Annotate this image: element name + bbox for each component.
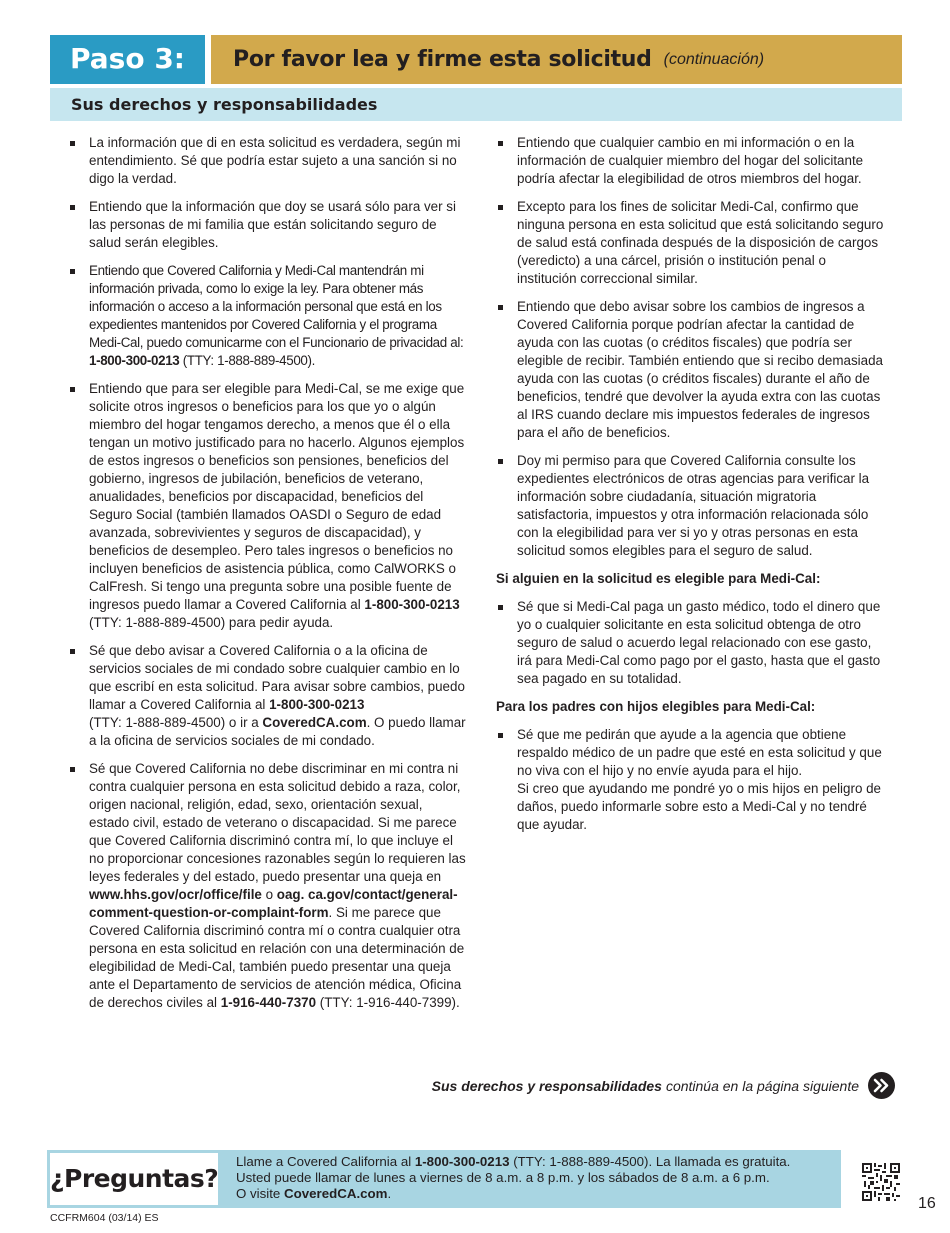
income-phone: 1-800-300-0213 xyxy=(364,597,460,612)
changes-tail: . O puedo llamar a la oficina de servicios sociales de mi condado. xyxy=(89,715,466,748)
privacy-tty: (TTY: 1-888-889-4500). xyxy=(179,353,316,368)
step-header xyxy=(50,35,902,84)
discrimination-mid: . Si me parece que Covered California discriminó contra mí o contra cualquier otra persona en esta solicitud en relación con una determinación de elegibilidad de Medi-Cal, también puedo presentar una queja ante el Departamento de servicios de atención médica, Oficina de derechos civiles al xyxy=(89,905,465,1010)
page-title: Por favor lea y firme esta solicitud xyxy=(233,47,652,72)
changes-site-link[interactable]: CoveredCA.com xyxy=(262,715,367,730)
list-item: La información que di en esta solicitud es verdadera, según mi entendimiento. Sé que podría estar sujeto a una sanción si no digo la verdad. xyxy=(68,134,466,188)
page-subtitle: (continuación) xyxy=(663,50,765,68)
oag-link[interactable]: oag. ca.gov/contact/general-comment-question-or-complaint-form xyxy=(89,887,458,920)
medi-cal-subheading: Si alguien en la solicitud es elegible para Medi-Cal: xyxy=(496,571,821,586)
questions-label: ¿Preguntas? xyxy=(50,1153,218,1205)
footer-line3-pre: O visite xyxy=(236,1186,285,1202)
discrimination-or: o xyxy=(261,887,277,902)
list-item xyxy=(68,262,466,370)
continue-bold: Sus derechos y responsabilidades xyxy=(431,1077,662,1094)
hhs-link[interactable]: www.hhs.gov/ocr/office/file xyxy=(89,887,262,902)
list-item: Excepto para los fines de solicitar Medi-Cal, confirmo que ninguna persona en esta solicitud que está solicitando seguro de salud está confinada después de la disposición de cargos (veredicto) a una cárcel, prisión o institución penal o institución correccional similar. xyxy=(496,198,886,288)
discrimination-tail: (TTY: 1-916-440-7399). xyxy=(316,995,460,1010)
changes-phone: 1-800-300-0213 xyxy=(269,697,365,712)
income-text: Entiendo que para ser elegible para Medi-Cal, se me exige que solicite otros ingresos o beneficios para los que yo o algún miembro del hogar tengamos derecho, a menos que él o ella tengan un motivo justificado para no hacerlo. Algunos ejemplos de estos ingresos o beneficios son pensiones, beneficios del gobierno, ingresos de jubilación, beneficios de veterano, anualidades, beneficios por discapacidad, beneficios del Seguro Social (también llamados OASDI o Seguro de edad avanzada, sobrevivientes y seguros de discapacidad), y beneficios de desempleo. Pero tales ingresos o beneficios no incluyen beneficios de asistencia pública, como CalWORKS o CalFresh. Si tengo una pregunta sobre una posible fuente de ingresos puedo llamar a Covered California al xyxy=(89,381,465,612)
left-column xyxy=(68,134,466,1022)
qr-code-icon xyxy=(862,1163,900,1201)
section-title: Sus derechos y responsabilidades xyxy=(50,88,902,121)
parents-text-b: Si creo que ayudando me pondré yo o mis hijos en peligro de daños, puedo informarle sobre esto a Medi-Cal y no tendré que ayudar. xyxy=(517,781,882,832)
footer-line3-post: . xyxy=(387,1186,392,1202)
footer-site-link[interactable]: CoveredCA.com xyxy=(284,1186,388,1202)
list-item xyxy=(496,726,886,834)
privacy-text: Entiendo que Covered California y Medi-Cal mantendrán mi información privada, como lo exige la ley. Para obtener más información o acceso a la información personal que está en los expedientes mantenidos por Covered California y el programa Medi-Cal, puedo comunicarme con el Funcionario de privacidad al: xyxy=(89,263,464,350)
list-item: Doy mi permiso para que Covered California consulte los expedientes electrónicos de otras agencias para verificar la información sobre ciudadanía, situación migratoria satisfactoria, impuestos y otra información relacionada sólo con la elegibilidad para ver si yo y otras personas en esta solicitud somos elegibles para el seguro de salud. xyxy=(496,452,886,560)
list-item: Sé que si Medi-Cal paga un gasto médico, todo el dinero que yo o cualquier solicitante en esta solicitud obtenga de otro seguro de salud o acuerdo legal relacionado con ese gasto, irá para Medi-Cal como pago por el gasto, hasta que el gasto sea pagado en su totalidad. xyxy=(496,598,886,688)
list-item: Entiendo que cualquier cambio en mi información o en la información de cualquier miembro del hogar del solicitante podría afectar la elegibilidad de otros miembros del hogar. xyxy=(496,134,886,188)
privacy-phone: 1-800-300-0213 xyxy=(89,353,180,368)
list-item xyxy=(68,760,466,1012)
footer-contact xyxy=(236,1154,836,1203)
list-item xyxy=(68,642,466,750)
list-item: Entiendo que la información que doy se usará sólo para ver si las personas de mi familia que están solicitando seguro de salud serán elegibles. xyxy=(68,198,466,252)
list-item: Entiendo que debo avisar sobre los cambios de ingresos a Covered California porque podrían afectar la cantidad de ayuda con las cuotas (o créditos fiscales) que podría ser elegible de recibir. También entiendo que si recibo demasiada ayuda con las cuotas (o créditos fiscales) durante el año de beneficios, tendré que devolver la ayuda extra con las cuotas al IRS cuando declare mis impuestos federales de ingresos para el año de beneficios. xyxy=(496,298,886,442)
discrimination-text: Sé que Covered California no debe discriminar en mi contra ni contra cualquier persona en esta solicitud debido a raza, color, origen nacional, religión, edad, sexo, orientación sexual, estado civil, estado de veterano o discapacidad. Si me parece que Covered California discriminó contra mí, lo que incluye el no proporcionar concesiones razonables según lo requieren las leyes federales y del estado, puedo presentar una queja en xyxy=(89,761,466,884)
footer-line1-post: (TTY: 1-888-889-4500). La llamada es gratuita. xyxy=(509,1154,791,1169)
changes-text: Sé que debo avisar a Covered California o a la oficina de servicios sociales de mi condado sobre cualquier cambio en lo que escribí en esta solicitud. Para avisar sobre cambios, puedo llamar a Covered California al xyxy=(89,643,465,712)
changes-mid: (TTY: 1-888-889-4500) o ir a xyxy=(89,715,263,730)
step-label: Paso 3: xyxy=(50,35,207,84)
footer-phone: 1-800-300-0213 xyxy=(414,1154,510,1169)
parents-subheading: Para los padres con hijos elegibles para Medi-Cal: xyxy=(496,699,816,714)
footer-line1-pre: Llame a Covered California al xyxy=(236,1154,415,1169)
continue-rest: continúa en la página siguiente xyxy=(665,1077,859,1094)
continue-notice xyxy=(432,1072,895,1099)
form-code: CCFRM604 (03/14) ES xyxy=(50,1212,159,1224)
right-column xyxy=(496,134,886,844)
next-page-arrow-icon xyxy=(868,1072,895,1099)
list-item xyxy=(68,380,466,632)
page-number: 16 xyxy=(918,1195,936,1212)
civil-rights-phone: 1-916-440-7370 xyxy=(220,995,317,1010)
footer-line2: Usted puede llamar de lunes a viernes de 8 a.m. a 8 p.m. y los sábados de 8 a.m. a 6 p.m. xyxy=(236,1170,770,1186)
income-tail: (TTY: 1-888-889-4500) para pedir ayuda. xyxy=(89,615,334,630)
parents-text-a: Sé que me pedirán que ayude a la agencia que obtiene respaldo médico de un padre que esté en esta solicitud y que no viva con el hijo y no envíe ayuda para el hijo. xyxy=(517,727,882,778)
title-bar xyxy=(211,35,902,84)
